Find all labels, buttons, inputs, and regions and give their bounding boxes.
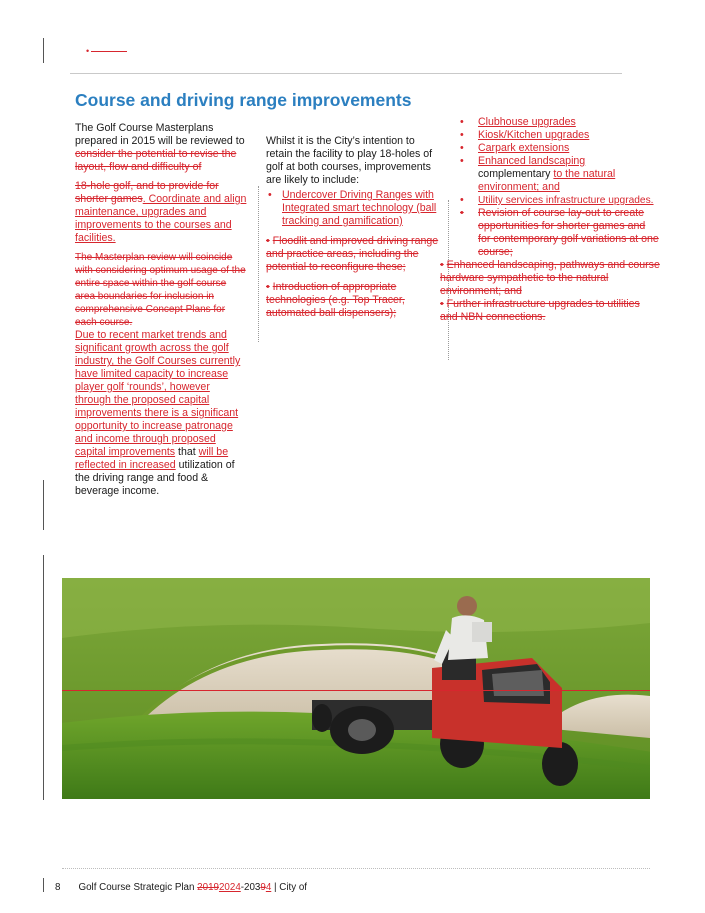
item-infrastructure: Further infrastructure upgrades to utilities and NBN connections. [440,298,640,323]
bullet-icon: • [268,189,272,201]
list-item [440,207,660,259]
list-item [440,194,660,207]
item-undercover-ranges: Undercover Driving Ranges with Integrated smart technology (ball tracking and gamification) [282,189,437,227]
paragraph-masterplan [75,122,247,174]
margin-bar-footer [43,878,44,892]
bullet-icon: • [460,207,464,219]
item-revision: Revision of course lay-out to create opportunities for shorter games and for contemporary golf variations at one course; [478,207,659,258]
text-plain: utilization of the driving range and food & beverage income. [75,459,235,497]
bullet-icon: • [266,281,270,293]
bullet-icon: • [460,155,464,167]
item-landscaping: Enhanced landscaping [478,155,586,167]
column-left [75,122,247,498]
footer-end-deleted: 9 [260,882,266,893]
golf-mower-photo [62,578,650,799]
footer-end-inserted: 4 [265,882,272,893]
text-plain: The Golf Course Masterplans prepared in 2015 will be reviewed to [75,122,245,147]
item-utility: Utility services infrastructure upgrades. [478,195,654,206]
bullet-icon: • [460,129,464,141]
top-bullet-mark: • [86,46,127,56]
list-item [440,129,660,142]
paragraph-shorter-games [75,180,247,245]
text-plain: that [175,446,199,458]
list-item [266,281,442,320]
item-carpark: Carpark extensions [478,142,570,154]
item-kiosk: Kiosk/Kitchen upgrades [478,129,590,141]
item-landscaping-pathways: Enhanced landscaping, pathways and course hardware sympathetic to the natural environment; and [440,259,660,297]
item-floodlit: Floodlit and improved driving range and practice areas, including the potential to reconfigure these; [266,235,439,273]
footer-sep: -203 [240,882,261,893]
footer-year-inserted: 2024 [218,882,241,893]
tracked-change-line [62,690,650,691]
bullet-icon: • [440,298,444,310]
column-middle [266,135,442,320]
margin-bar-photo [43,555,44,800]
dotted-guide [258,186,259,342]
margin-bar-top [43,38,44,63]
paragraph-review [75,251,247,329]
text-inserted: to the natural environment; and [478,168,616,193]
list-item [440,155,660,194]
paragraph-intro: Whilst it is the City’s intention to retain the facility to play 18-holes of golf at both courses, improvements are likely to include: [266,135,433,186]
footer-title: Golf Course Strategic Plan [78,882,198,893]
paragraph-market-trends [75,329,247,498]
footer-year-deleted: 2019 [197,882,219,893]
photo-illustration [62,578,650,799]
margin-bar-mid [43,480,44,530]
footer-divider [62,868,650,869]
list-item [266,189,442,228]
text-deleted: The Masterplan review will coincide with considering optimum usage of the entire space within the golf course area boundaries for inclusion in comprehensive Concept Plans for each course. [75,252,246,328]
footer-suffix: | City of [271,882,308,893]
section-heading: Course and driving range improvements [75,90,412,110]
bullet-icon: • [440,259,444,271]
text-inserted: . Coordinate and align maintenance, upgrades and improvements to the courses and facilities. [75,193,247,244]
item-technologies: Introduction of appropriate technologies (e.g. Top Tracer, automated ball dispensers); [266,281,405,319]
column-right [440,116,660,324]
top-divider [70,73,622,74]
list-item [440,142,660,155]
page-number: 8 [55,882,61,893]
list-item [440,298,660,324]
bullet-icon: • [460,116,464,128]
bullet-icon: • [266,235,270,247]
text-deleted: consider the potential to revise the layout, flow and difficulty of [75,148,237,173]
item-clubhouse: Clubhouse upgrades [478,116,576,128]
list-item [266,235,442,274]
text-deleted: 18-hole golf, and to provide for shorter games [75,180,219,205]
text-inserted: Due to recent market trends and significant growth across the golf industry, the Golf Courses currently have limited capacity to increase player golf ‘rounds’, however through the proposed capital improvements there is a significant opportunity to increase patronage and income through proposed capital improvements [75,329,241,458]
page-footer [55,882,307,893]
list-item [440,116,660,129]
text-plain: complementary [478,168,551,180]
text-inserted: will be reflected in increased [75,446,229,471]
bullet-icon: • [460,194,464,206]
list-item [440,259,660,298]
bullet-icon: • [460,142,464,154]
